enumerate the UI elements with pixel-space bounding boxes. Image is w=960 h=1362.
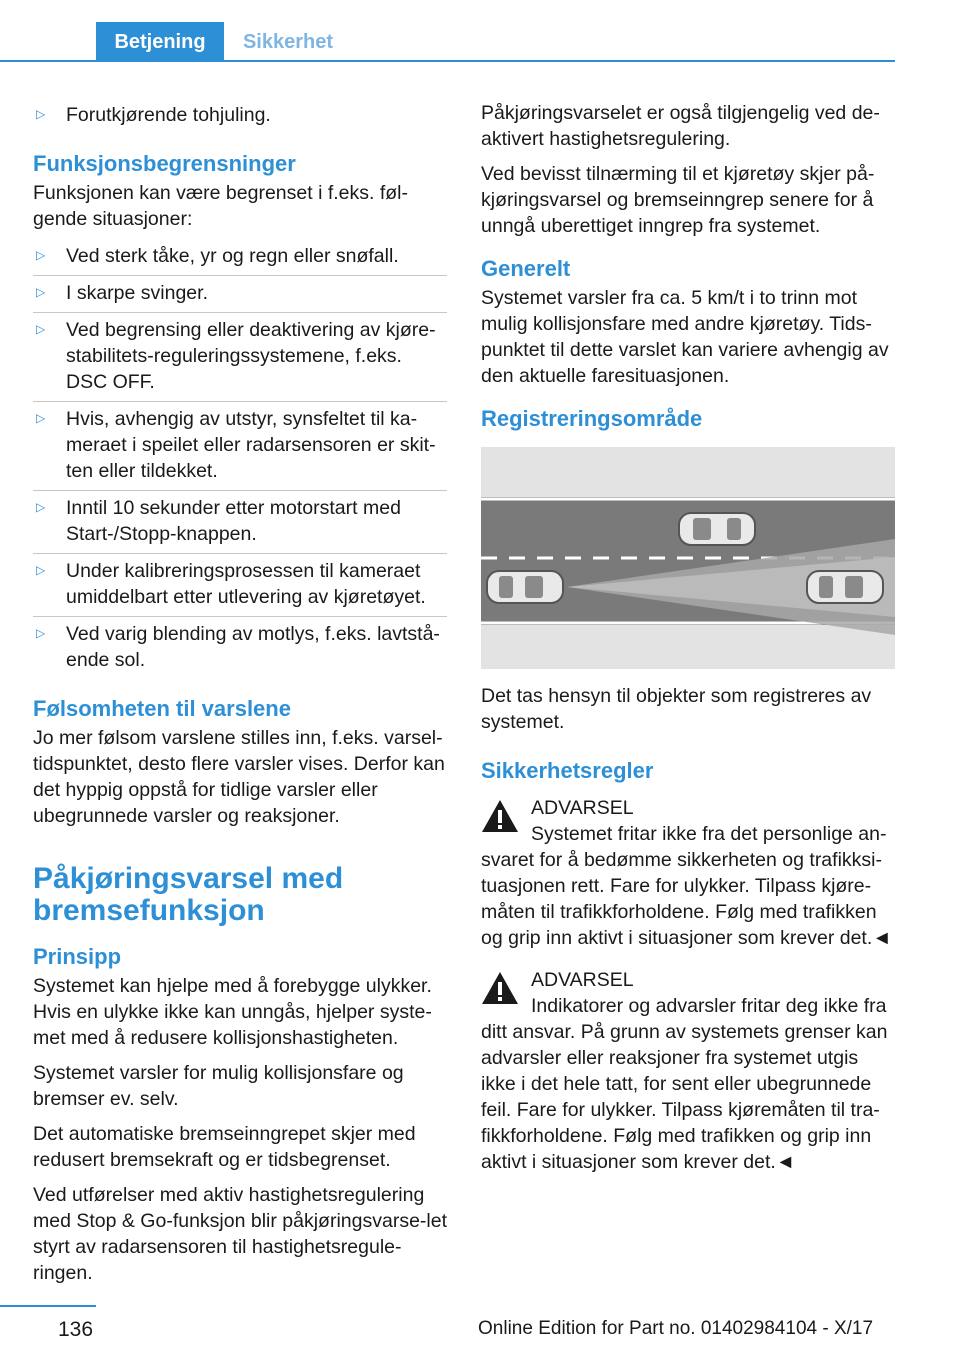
section-title-safety: Sikkerhetsregler [481,758,654,783]
warning-label: ADVARSEL [531,969,634,991]
car-detected-icon [807,571,883,603]
right-column [481,100,895,1175]
detection-range-diagram [481,447,895,669]
principle-paragraph: Ved utførelser med aktiv hastighetsregulering med Stop & Go-funksjon blir påkjøringsvarse-let styrt av radarsensoren til hastighetsregule-ringen. [33,1184,448,1284]
list-item-text: Under kalibreringsprosessen til kameraet umiddelbart etter utlevering av kjøretøyet. [66,560,426,608]
chapter-title: Påkjøringsvarsel med bremsefunksjon [33,862,344,927]
footer-edition: Online Edition for Part no. 01402984104 - X/17 [478,1318,874,1339]
principle-paragraph: Det automatiske bremseinngrepet skjer med redusert bremsekraft og er tidsbegrenset. [33,1123,416,1171]
page-number: 136 [58,1318,94,1341]
paragraph: Påkjøringsvarselet er også tilgjengelig ved de-aktivert hastighetsregulering. [481,102,880,150]
triangle-right-icon: ▷ [36,563,46,577]
car-ahead-icon [679,513,755,545]
triangle-right-icon: ▷ [36,285,46,299]
principle-paragraph: Systemet kan hjelpe med å forebygge ulykker. Hvis en ulykke ikke kan unngås, hjelper syste-met med å redusere kollisjonshastigheten. [33,975,432,1049]
section-title-principle: Prinsipp [33,944,122,969]
warning-text-first: Indikatorer og advarsler fritar deg ikke fra [531,995,887,1017]
paragraph: Ved bevisst tilnærming til et kjøretøy skjer på-kjøringsvarsel og bremseinngrep senere for å unngå uberettiget inngrep fra systemet. [481,163,875,237]
sensitivity-body: Jo mer følsom varslene stilles inn, f.eks. varsel-tidspunktet, desto flere varsler vises. Derfor kan det hyppig oppstå for tidlige varsler eller ubegrunnede varsler og reaksjoner. [33,727,445,827]
list-item-text: Ved varig blending av motlys, f.eks. lavtstå-ende sol. [66,623,440,671]
limits-intro: Funksjonen kan være begrenset i f.eks. føl-gende situasjoner: [33,182,409,230]
warning-triangle-icon [481,971,519,1005]
list-item-text: Inntil 10 sekunder etter motorstart med Start-/Stopp-knappen. [66,497,401,545]
diagram-caption: Det tas hensyn til objekter som registreres av systemet. [481,685,872,733]
bullet-list-intro [33,100,447,134]
road-illustration [481,447,895,669]
general-body: Systemet varsler fra ca. 5 km/t i to trinn mot mulig kollisjonsfare med andre kjøretøy. Tids-punktet til dette varslet kan variere avhengig av den aktuelle faresituasjonen. [481,287,889,387]
section-title-sensitivity: Følsomheten til varslene [33,696,291,721]
list-item [33,313,447,402]
triangle-right-icon: ▷ [36,411,46,425]
section-title-general: Generelt [481,256,571,281]
warning-text: ditt ansvar. På grunn av systemets grenser kan advarsler eller reaksjoner fra systemet utgis ikke i det hele tatt, for sent eller ubegrunnede feil. Fare for ulykker. Tilpass kjøremåten til tra-fikkforholdene. Følg med trafikken og grip inn aktivt i situasjoner som krever det.◄ [481,1021,888,1173]
list-item-text: Forutkjørende tohjuling. [66,104,271,126]
limits-list [33,241,447,679]
list-item [33,241,447,276]
own-car-icon [487,571,563,603]
list-item-text: Ved sterk tåke, yr og regn eller snøfall. [66,245,399,267]
list-item-text: I skarpe svinger. [66,282,208,304]
warning-text-first: Systemet fritar ikke fra det personlige an- [531,823,887,845]
warning-block [481,967,895,1175]
list-item [33,100,447,134]
list-item [33,402,447,491]
tab-sikkerhet[interactable]: Sikkerhet [242,31,334,53]
list-item-text: Hvis, avhengig av utstyr, synsfeltet til ka-meraet i speilet eller radarsensoren er skit-ten eller tildekket. [66,408,436,482]
warning-block [481,795,895,951]
triangle-right-icon: ▷ [36,107,46,121]
header-rule [0,60,895,62]
triangle-right-icon: ▷ [36,500,46,514]
tab-betjening[interactable]: Betjening [96,22,224,62]
list-item [33,554,447,617]
list-item [33,491,447,554]
section-title-range: Registreringsområde [481,406,703,431]
list-item-text: Ved begrensing eller deaktivering av kjøre-stabilitets-reguleringssystemene, f.eks. DSC OFF. [66,319,436,393]
warning-text: svaret for å bedømme sikkerheten og trafikksi-tuasjonen rett. Fare for ulykker. Tilpass kjøre-måten til trafikkforholdene. Følg med trafikken og grip inn aktivt i situasjoner som krever det.◄ [481,849,892,949]
list-item [33,276,447,313]
warning-label: ADVARSEL [531,797,634,819]
section-title-limits: Funksjonsbegrensninger [33,151,296,176]
principle-paragraph: Systemet varsler for mulig kollisjonsfare og bremser ev. selv. [33,1062,404,1110]
header-tabs [0,22,895,62]
triangle-right-icon: ▷ [36,322,46,336]
left-column [33,100,447,1295]
warning-triangle-icon [481,799,519,833]
triangle-right-icon: ▷ [36,248,46,262]
triangle-right-icon: ▷ [36,626,46,640]
list-item [33,617,447,679]
footer-rule [0,1305,96,1307]
